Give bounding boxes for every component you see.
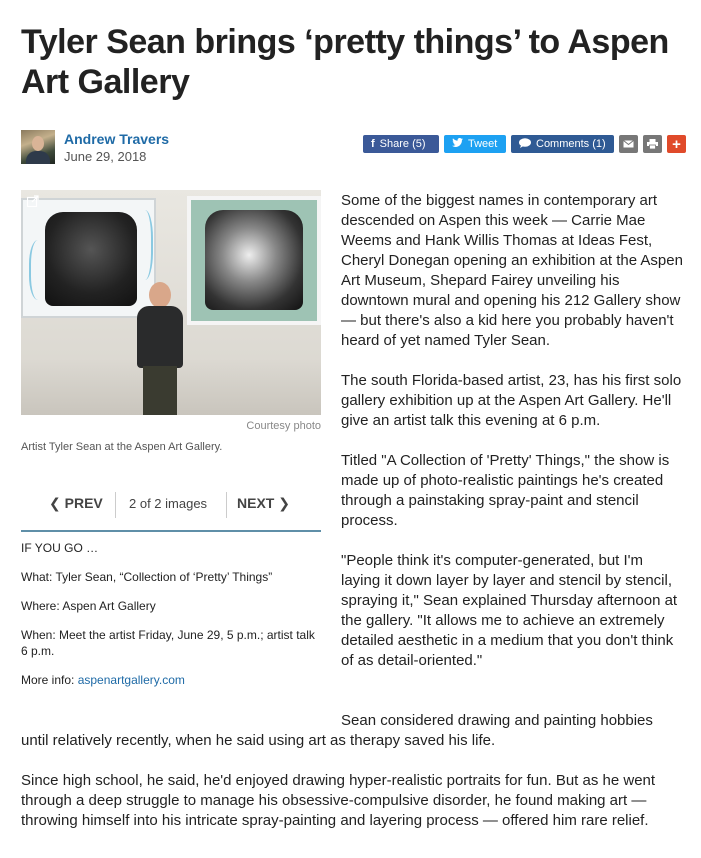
photo-caption: Artist Tyler Sean at the Aspen Art Gallery.	[21, 441, 223, 453]
twitter-icon	[452, 138, 463, 150]
prev-button[interactable]	[49, 495, 103, 512]
chevron-right-icon: ❯	[278, 495, 290, 511]
byline	[21, 130, 686, 166]
print-icon	[647, 139, 658, 149]
paragraph-2: The south Florida-based artist, 23, has his first solo gallery exhibition up at the Aspen Art Gallery. He'll give an artist talk this evening at 6 p.m.	[341, 372, 682, 429]
info-heading: IF YOU GO …	[21, 541, 99, 555]
more-share-button[interactable]	[667, 135, 686, 153]
paragraph-5-rest: until relatively recently, when he said using art as therapy saved his life.	[21, 732, 496, 749]
tweet-label: Tweet	[468, 138, 498, 150]
gallery-website-link[interactable]: aspenartgallery.com	[77, 673, 185, 687]
info-when: When: Meet the artist Friday, June 29, 5 p.m.; artist talk 6 p.m.	[21, 628, 315, 658]
facebook-share-button[interactable]	[363, 135, 439, 153]
paragraph-1: Some of the biggest names in contemporary art descended on Aspen this week — Carrie Mae Weems and Hank Willis Thomas at Ideas Fest, Cheryl Donegan opening an exhibition at the Aspen Art Museum, Shepard Fairey unveiling his downtown mural and opening his 212 Gallery show — but there's also a kid here you probably haven't heard of yet named Tyler Sean.	[341, 192, 683, 349]
article-body-full	[21, 711, 691, 851]
next-label: NEXT	[237, 495, 275, 511]
info-what: What: Tyler Sean, “Collection of ‘Pretty’ Things”	[21, 570, 273, 584]
gallery-photo	[21, 190, 321, 415]
info-box	[21, 540, 321, 701]
paragraph-3: Titled "A Collection of 'Pretty' Things," the show is made up of photo-realistic paintings he's created through a painstaking spray-paint and stencil process.	[341, 452, 670, 529]
paragraph-5	[21, 711, 691, 751]
share-bar	[363, 135, 686, 153]
paragraph-6: Since high school, he said, he'd enjoyed drawing hyper-realistic portraits for fun. But as he went through a deep struggle to manage his obsessive-compulsive disorder, he found making art — throwing himself into his intricate spray-painting and layering process — offered him rare relief.	[21, 772, 656, 829]
comments-label: Comments (1)	[536, 138, 606, 150]
comment-icon	[519, 138, 531, 151]
info-where: Where: Aspen Art Gallery	[21, 599, 156, 613]
image-count: 2 of 2 images	[129, 496, 208, 511]
info-more-prefix: More info:	[21, 673, 78, 687]
chevron-left-icon: ❮	[49, 495, 61, 511]
email-icon	[623, 140, 634, 148]
comments-button[interactable]	[511, 135, 614, 153]
article-body-column	[341, 191, 686, 691]
tweet-button[interactable]	[444, 135, 506, 153]
painting-right	[187, 196, 321, 325]
author-name-link[interactable]: Andrew Travers	[64, 131, 170, 147]
painting-left	[21, 198, 156, 318]
gallery-pager	[21, 492, 321, 532]
article-photo[interactable]	[21, 190, 321, 415]
photo-credit: Courtesy photo	[246, 420, 321, 432]
facebook-share-label: Share (5)	[379, 138, 426, 150]
paragraph-4: "People think it's computer-generated, but I'm laying it down layer by layer and stencil by stencil, spraying it," Sean explained Thursday afternoon at the gallery. "It allows me to achieve an extremely detailed aesthetic in a medium that you don't think of as detail-oriented."	[341, 552, 678, 669]
facebook-icon: f	[371, 138, 375, 150]
next-button[interactable]	[237, 495, 290, 512]
info-more	[21, 672, 321, 688]
print-button[interactable]	[643, 135, 662, 153]
prev-label: PREV	[64, 495, 103, 511]
author-avatar[interactable]	[21, 130, 55, 164]
paragraph-5-lead: Sean considered drawing and painting hobbies	[341, 712, 653, 729]
plus-icon: +	[672, 135, 681, 153]
article-title: Tyler Sean brings ‘pretty things’ to Aspen Art Gallery	[21, 23, 669, 101]
expand-icon[interactable]	[27, 195, 39, 207]
email-button[interactable]	[619, 135, 638, 153]
publish-date: June 29, 2018	[64, 149, 147, 164]
